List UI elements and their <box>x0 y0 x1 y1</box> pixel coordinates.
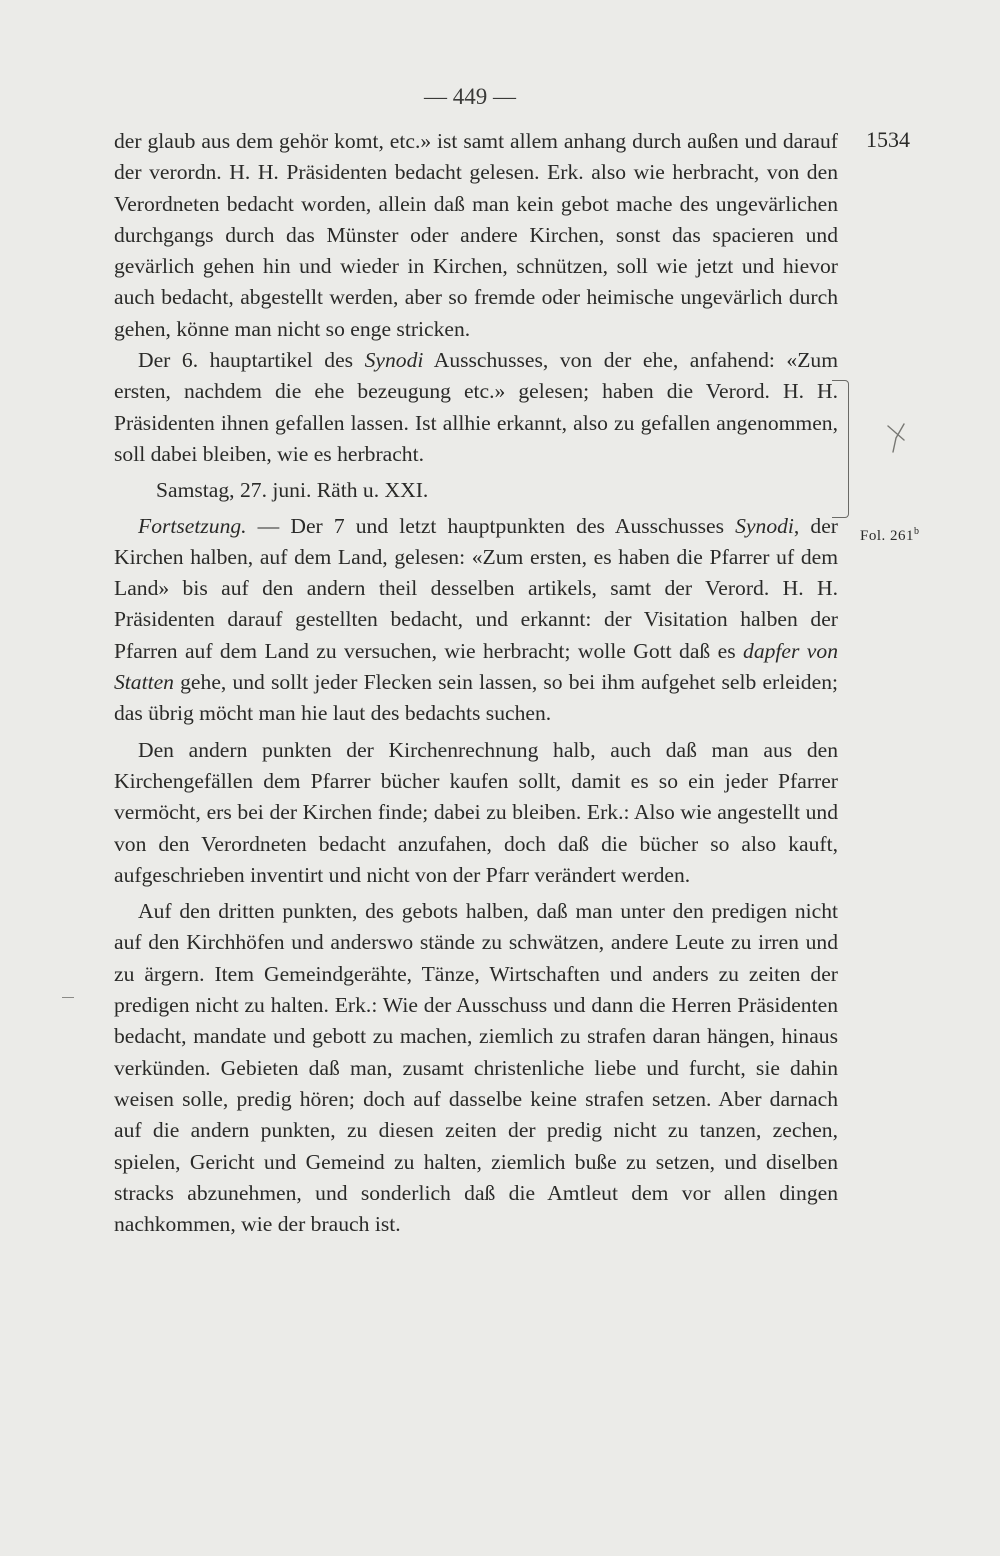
folio-label: Fol. 261 <box>860 528 915 544</box>
paragraph-4-text: Den andern punkten der Kirchenrechnung halb, auch daß man aus den Kirchengefällen dem Pfarrer bücher kaufen sollt, damit es so ein jeder Pfarrer vermöcht, ers bei der Kirchen finde; dabei zu bleiben. Erk.: Also wie angestellt und von den Verordneten bedacht anzufahen, doch daß die bücher so also kauft, aufgeschrieben inventirt und nicht von der Pfarr verändert werden. <box>114 737 838 887</box>
paragraph-3-text-a: — Der 7 und letzt hauptpunkten des Ausschusses <box>246 513 736 538</box>
handwritten-cross-mark <box>884 418 910 454</box>
paragraph-2-text-a: Der 6. hauptartikel des <box>138 348 365 373</box>
paragraph-3-italic-heading: Fortsetzung. <box>138 513 247 538</box>
page-number: — 449 — <box>424 84 516 109</box>
paragraph-1-text: der glaub aus dem gehör komt, etc.» ist samt allem anhang durch außen und darauf der verordn. H. H. Präsidenten bedacht gelesen. Erk. also wie herbracht, von den Verordneten bedacht worden, allein daß man kein gebot mache des ungevärlichen durchgangs durch das Münster oder andere Kirchen, sonst das spacieren und gevärlich gehen hin und wieder in Kirchen, schnützen, soll wie jetzt und hievor auch bedacht, abgestellt werden, aber so fremde oder heimische ungevärlich durch gehen, könne man nicht so enge stricken. <box>114 129 838 341</box>
margin-tick-mark <box>62 997 74 998</box>
paragraph-3-text-b: , der Kirchen halben, auf dem Land, gelesen: «Zum ersten, es haben die Pfarrer uf dem Land» bis auf den andern theil desselben artikels, samt der Verord. H. H. Präsidenten darauf gestellten bedacht, und erkannt: der Visitation halben der Pfarren auf dem Land zu versuchen, wie herbracht; wolle Gott daß es <box>114 513 838 663</box>
body-text <box>114 126 838 1240</box>
session-date-line: Samstag, 27. juni. Räth u. XXI. <box>156 478 429 503</box>
paragraph-2-text-b: Ausschusses, von der ehe, anfahend: «Zum ersten, nachdem die ehe bezeugung etc.» gelesen; haben die Verord. H. H. Präsidenten ihnen gefallen lassen. Ist allhie erkannt, also zu gefallen angenommen, soll dabei bleiben, wie es herbracht. <box>114 348 838 466</box>
folio-superscript: b <box>914 526 920 537</box>
paragraph-3-text-c: gehe, und sollt jeder Flecken sein lassen, so bei ihm aufgehet selb erleiden; das übrig möcht man hie laut des bedachts suchen. <box>114 670 838 726</box>
paragraph-4 <box>114 735 838 891</box>
paragraph-2 <box>114 345 838 470</box>
paragraph-3 <box>114 511 838 730</box>
paragraph-3-italic-phrase: dapfer von Statten <box>114 638 838 695</box>
margin-year: 1534 <box>866 127 910 152</box>
paragraph-2-italic: Synodi <box>364 348 424 373</box>
margin-folio-note <box>860 526 920 545</box>
paragraph-5-text: Auf den dritten punkten, des gebots halben, daß man unter den predigen nicht auf den Kirchhöfen und anderswo stände zu schwätzen, andere Leute zu irren und zu ärgern. Item Gemeindgerähte, Tänze, Wirtschaften und anders zu zeiten der predigen nicht zu halten. Erk.: Wie der Ausschuss und dann die Herren Präsidenten bedacht, mandate und gebott zu machen, ziemlich zu strafen daran hängen, hinaus verkünden. Gebieten daß man, zusamt christenliche liebe und furcht, sie dahin weisen solle, predig hören; doch auf dasselbe keine strafen setzen. Aber darnach auf die andern punkten, zu diesen zeiten der predig nicht zu tanzen, zechen, spielen, Gericht und Gemeind zu halten, ziemlich buße zu setzen, und diselben stracks abzunehmen, und sonderlich daß die Amtleut dem vor allen dingen nachkommen, wie der brauch ist. <box>114 899 838 1237</box>
paragraph-3-italic-synodi: Synodi <box>735 513 794 538</box>
paragraph-1 <box>114 126 838 345</box>
paragraph-5 <box>114 896 838 1240</box>
